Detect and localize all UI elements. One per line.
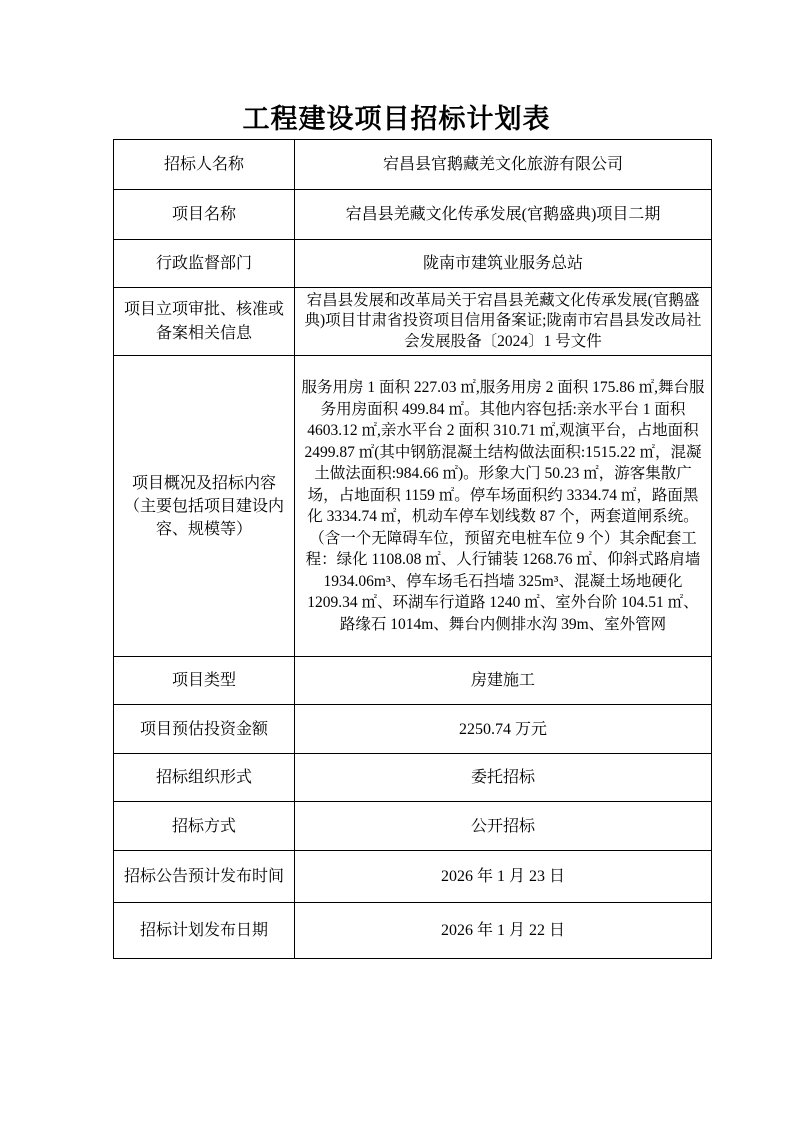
- estimated-investment-label: 项目预估投资金额: [114, 705, 295, 754]
- estimated-investment-value: 2250.74 万元: [295, 705, 712, 754]
- table-row-organization-form: [114, 754, 712, 802]
- project-overview-label: 项目概况及招标内容（主要包括项目建设内容、规模等）: [114, 356, 295, 657]
- table-row-project-overview: [114, 356, 712, 657]
- table-row-tender-method: [114, 802, 712, 851]
- project-type-label: 项目类型: [114, 657, 295, 705]
- tender-method-label: 招标方式: [114, 802, 295, 851]
- table-row-plan-publish-date: [114, 903, 712, 959]
- supervising-department-value: 陇南市建筑业服务总站: [295, 240, 712, 288]
- announcement-date-value: 2026 年 1 月 23 日: [295, 851, 712, 903]
- project-name-label: 项目名称: [114, 190, 295, 240]
- table-row-supervising-department: [114, 240, 712, 288]
- project-name-value: 宕昌县羌藏文化传承发展(官鹅盛典)项目二期: [295, 190, 712, 240]
- table-row-announcement-date: [114, 851, 712, 903]
- announcement-date-label: 招标公告预计发布时间: [114, 851, 295, 903]
- table-row-project-name: [114, 190, 712, 240]
- table-row-approval-info: [114, 288, 712, 356]
- tender-method-value: 公开招标: [295, 802, 712, 851]
- organization-form-value: 委托招标: [295, 754, 712, 802]
- project-overview-value: 服务用房 1 面积 227.03 ㎡,服务用房 2 面积 175.86 ㎡,舞台服务用房面积 499.84 ㎡。其他内容包括:亲水平台 1 面积 4603.12 ㎡,亲水平台 2 面积 310.71 ㎡,观演平台，占地面积 2499.87 ㎡(其中钢筋混凝土结构做法面积:1515.22 ㎡，混凝土做法面积:984.66 ㎡)。形象大门 50.23 ㎡，游客集散广场，占地面积 1159 ㎡。停车场面积约 3334.74 ㎡，路面黑化 3334.74 ㎡，机动车停车划线数 87 个，两套道闸系统。（含一个无障碍车位，预留充电桩车位 9 个）其余配套工程：绿化 1108.08 ㎡、人行铺装 1268.76 ㎡、仰斜式路肩墙 1934.06m³、停车场毛石挡墙 325m³、混凝土场地硬化 1209.34 ㎡、环湖车行道路 1240 ㎡、室外台阶 104.51 ㎡、路缘石 1014m、舞台内侧排水沟 39m、室外管网: [295, 356, 712, 657]
- table-row-project-type: [114, 657, 712, 705]
- tenderer-name-value: 宕昌县官鹅藏羌文化旅游有限公司: [295, 140, 712, 190]
- bid-plan-table: [113, 139, 712, 959]
- approval-info-value: 宕昌县发展和改革局关于宕昌县羌藏文化传承发展(官鹅盛典)项目甘肃省投资项目信用备案证;陇南市宕昌县发改局社会发展股备〔2024〕1 号文件: [295, 288, 712, 356]
- project-type-value: 房建施工: [295, 657, 712, 705]
- organization-form-label: 招标组织形式: [114, 754, 295, 802]
- plan-publish-date-label: 招标计划发布日期: [114, 903, 295, 959]
- table-row-tenderer-name: [114, 140, 712, 190]
- supervising-department-label: 行政监督部门: [114, 240, 295, 288]
- plan-publish-date-value: 2026 年 1 月 22 日: [295, 903, 712, 959]
- table-row-estimated-investment: [114, 705, 712, 754]
- tenderer-name-label: 招标人名称: [114, 140, 295, 190]
- page-title: 工程建设项目招标计划表: [242, 104, 551, 134]
- approval-info-label: 项目立项审批、核准或备案相关信息: [114, 288, 295, 356]
